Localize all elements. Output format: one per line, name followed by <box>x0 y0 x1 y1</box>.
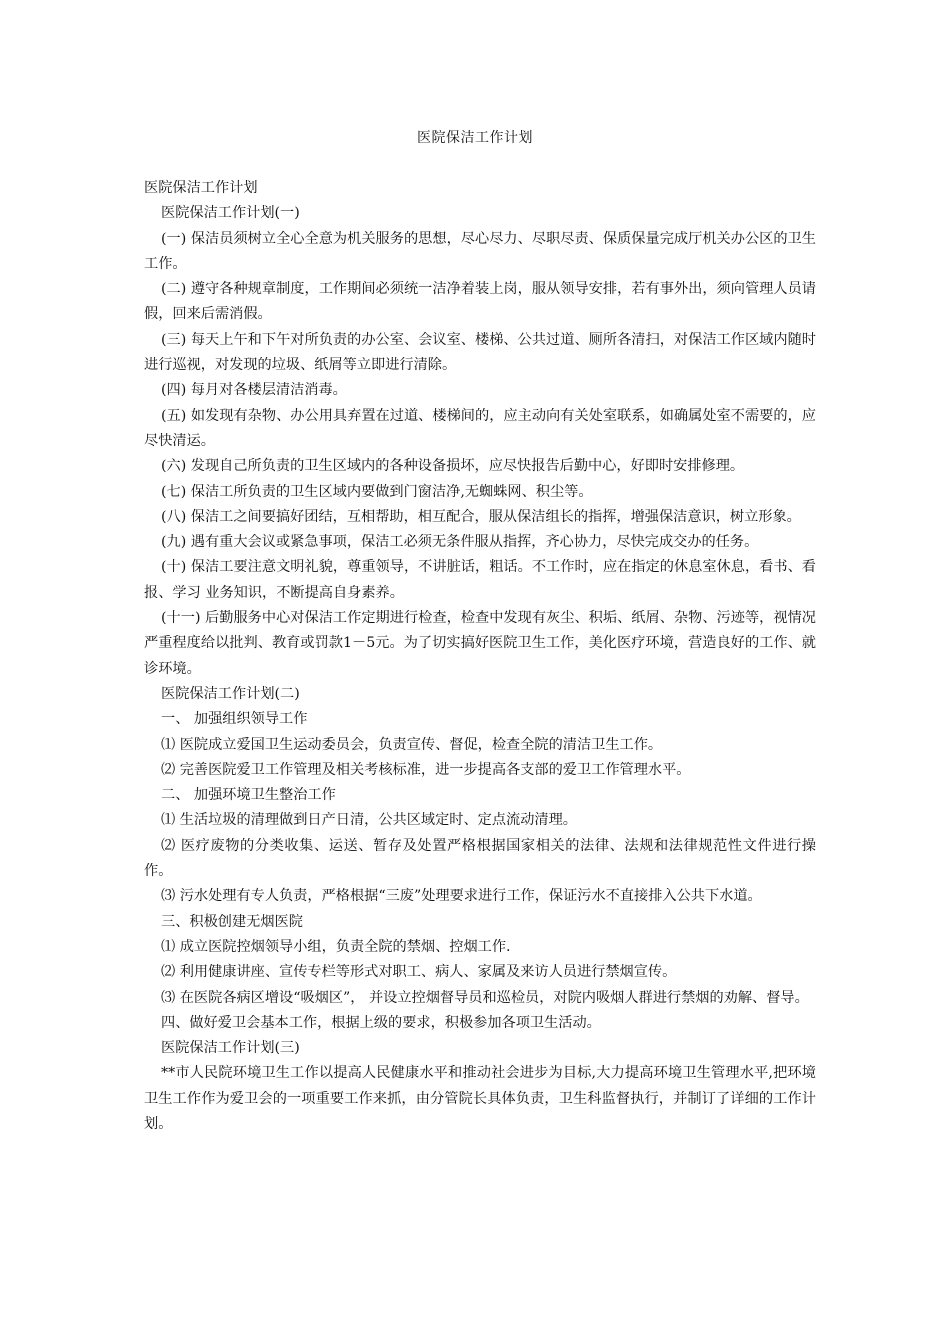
paragraph: 医院保洁工作计划 <box>144 180 258 196</box>
paragraph: 医院保洁工作计划(二) <box>161 685 300 702</box>
paragraph: (六) 发现自己所负责的卫生区域内的各种设备损坏，应尽快报告后勤中心，好即时安排修理。 <box>161 458 745 475</box>
paragraph: ⑶ 在医院各病区增设“吸烟区”， 并设立控烟督导员和巡检员，对院内吸烟人群进行禁烟的劝解、督导。 <box>161 989 809 1006</box>
paragraph: 医院保洁工作计划(三) <box>161 1040 300 1057</box>
paragraph: (一) 保洁员须树立全心全意为机关服务的思想，尽心尽力、尽职尽责、保质保量完成厅机关办公区的卫生工作。 <box>144 230 816 272</box>
paragraph: (二) 遵守各种规章制度，工作期间必须统一洁净着装上岗，服从领导安排，若有事外出，须向管理人员请假，回来后需消假。 <box>144 281 816 323</box>
paragraph: ⑴ 医院成立爱国卫生运动委员会，负责宣传、督促，检查全院的清洁卫生工作。 <box>161 736 663 753</box>
paragraph: 三、积极创建无烟医院 <box>161 913 303 930</box>
paragraph: 四、做好爱卫会基本工作，根据上级的要求，积极参加各项卫生活动。 <box>161 1014 601 1031</box>
paragraph: ⑵ 利用健康讲座、宣传专栏等形式对职工、病人、家属及来访人员进行禁烟宣传。 <box>161 964 677 981</box>
paragraph: (三) 每天上午和下午对所负责的办公室、会议室、楼梯、公共过道、厕所各清扫，对保洁工作区域内随时进行巡视，对发现的垃圾、纸屑等立即进行清除。 <box>144 331 816 374</box>
paragraph: ⑴ 生活垃圾的清理做到日产日清，公共区域定时、定点流动清理。 <box>161 812 577 829</box>
paragraph: (七) 保洁工所负责的卫生区域内要做到门窗洁净,无蜘蛛网、积尘等。 <box>161 483 593 500</box>
paragraph: (八) 保洁工之间要搞好团结，互相帮助，相互配合，服从保洁组长的指挥，增强保洁意识，树立形象。 <box>161 508 801 525</box>
paragraph: ⑵ 完善医院爱卫工作管理及相关考核标准，进一步提高各支部的爱卫工作管理水平。 <box>161 761 691 778</box>
paragraph: (十一) 后勤服务中心对保洁工作定期进行检查，检查中发现有灰尘、积垢、纸屑、杂物、污迹等，视情况严重程度给以批判、教育或罚款1－5元。为了切实搞好医院卫生工作，美化医疗环境，营造良好的工作、就诊环境。 <box>144 610 816 677</box>
paragraph: (五) 如发现有杂物、办公用具弃置在过道、楼梯间的，应主动向有关处室联系，如确属处室不需要的，应尽快清运。 <box>144 407 816 449</box>
document-body <box>144 176 816 1137</box>
document-title: 医院保洁工作计划 <box>417 130 533 146</box>
paragraph: 一、 加强组织领导工作 <box>161 711 308 728</box>
paragraph: (九) 遇有重大会议或紧急事项，保洁工必须无条件服从指挥，齐心协力，尽快完成交办的任务。 <box>161 534 759 551</box>
paragraph: (四) 每月对各楼层清洁消毒。 <box>161 382 347 399</box>
paragraph: 二、 加强环境卫生整治工作 <box>161 787 336 804</box>
paragraph: 医院保洁工作计划(一) <box>161 205 300 222</box>
paragraph: **市人民院环境卫生工作以提高人民健康水平和推动社会进步为目标,大力提高环境卫生管理水平,把环境卫生工作作为爱卫会的一项重要工作来抓，由分管院长具体负责，卫生科监督执行，并制订了详细的工作计划。 <box>144 1065 816 1132</box>
paragraph: ⑴ 成立医院控烟领导小组，负责全院的禁烟、控烟工作. <box>161 938 511 955</box>
paragraph: ⑵ 医疗废物的分类收集、运送、暂存及处置严格根据国家相关的法律、法规和法律规范性文件进行操作。 <box>144 837 816 880</box>
paragraph: ⑶ 污水处理有专人负责，严格根据“三废”处理要求进行工作，保证污水不直接排入公共下水道。 <box>161 888 762 905</box>
paragraph: (十) 保洁工要注意文明礼貌，尊重领导，不讲脏话，粗话。不工作时，应在指定的休息室休息，看书、看报、学习 业务知识，不断提高自身素养。 <box>144 559 816 601</box>
